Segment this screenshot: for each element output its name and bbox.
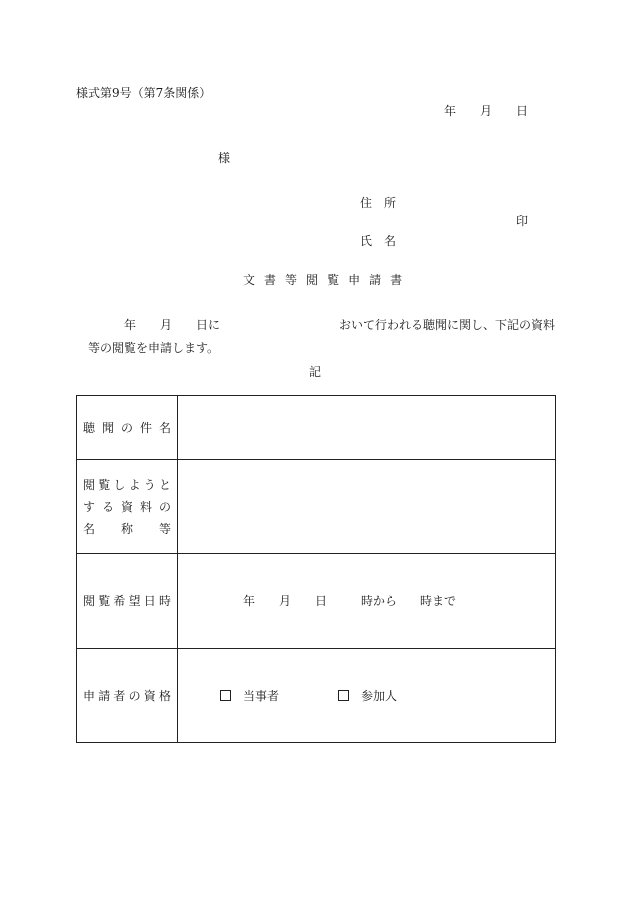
option-participant[interactable] xyxy=(338,689,397,703)
checkbox-party[interactable] xyxy=(220,690,231,701)
body-line2: 等の閲覧を申請します。 xyxy=(88,341,220,355)
table-row xyxy=(77,554,556,649)
checkbox-participant[interactable] xyxy=(338,690,349,701)
datetime-to: 時まで xyxy=(420,594,457,608)
option-participant-label: 参加人 xyxy=(361,689,398,703)
subject-field[interactable] xyxy=(178,396,556,460)
material-name-label: 閲 覧 し よ う と す る 資 料 の 名 称 等 xyxy=(77,460,178,554)
date-month-label: 月 xyxy=(480,104,493,118)
title-char: 申 xyxy=(348,273,361,287)
subject-label: 聴 聞 の 件 名 xyxy=(77,396,178,460)
name-label-1: 氏 xyxy=(360,234,373,248)
material-name-field[interactable] xyxy=(178,460,556,554)
title-char: 書 xyxy=(390,273,403,287)
date-day-label: 日 xyxy=(516,104,529,118)
option-party-label: 当事者 xyxy=(243,689,280,703)
datetime-year: 年 xyxy=(243,594,256,608)
table-row xyxy=(77,649,556,743)
title-char: 請 xyxy=(369,273,382,287)
body-day: 日に xyxy=(196,318,221,332)
document-title xyxy=(243,273,402,287)
address-label-1: 住 xyxy=(360,196,373,210)
applicant-qualification-field xyxy=(178,649,556,743)
title-char: 書 xyxy=(264,273,277,287)
datetime-from: 時から xyxy=(361,594,398,608)
desired-datetime-field[interactable] xyxy=(178,554,556,649)
form-number: 様式第9号（第7条関係） xyxy=(76,86,212,100)
title-char: 覧 xyxy=(327,273,340,287)
address-label-2: 所 xyxy=(384,196,397,210)
applicant-qualification-label: 申 請 者 の 資 格 xyxy=(77,649,178,743)
option-party[interactable] xyxy=(220,689,279,703)
datetime-day: 日 xyxy=(315,594,328,608)
application-table xyxy=(76,395,556,743)
datetime-month: 月 xyxy=(279,594,292,608)
table-row xyxy=(77,460,556,554)
table-row xyxy=(77,396,556,460)
title-char: 閲 xyxy=(306,273,319,287)
name-label-2: 名 xyxy=(384,234,397,248)
body-month: 月 xyxy=(160,318,173,332)
desired-datetime-label: 閲 覧 希 望 日 時 xyxy=(77,554,178,649)
body-line1-rest: おいて行われる聴聞に関し、下記の資料 xyxy=(339,318,556,332)
seal-mark: 印 xyxy=(516,214,529,228)
date-year-label: 年 xyxy=(444,104,457,118)
title-char: 文 xyxy=(243,273,256,287)
body-year: 年 xyxy=(124,318,137,332)
ki-heading: 記 xyxy=(309,365,322,379)
title-char: 等 xyxy=(285,273,298,287)
addressee-suffix: 様 xyxy=(218,151,231,165)
